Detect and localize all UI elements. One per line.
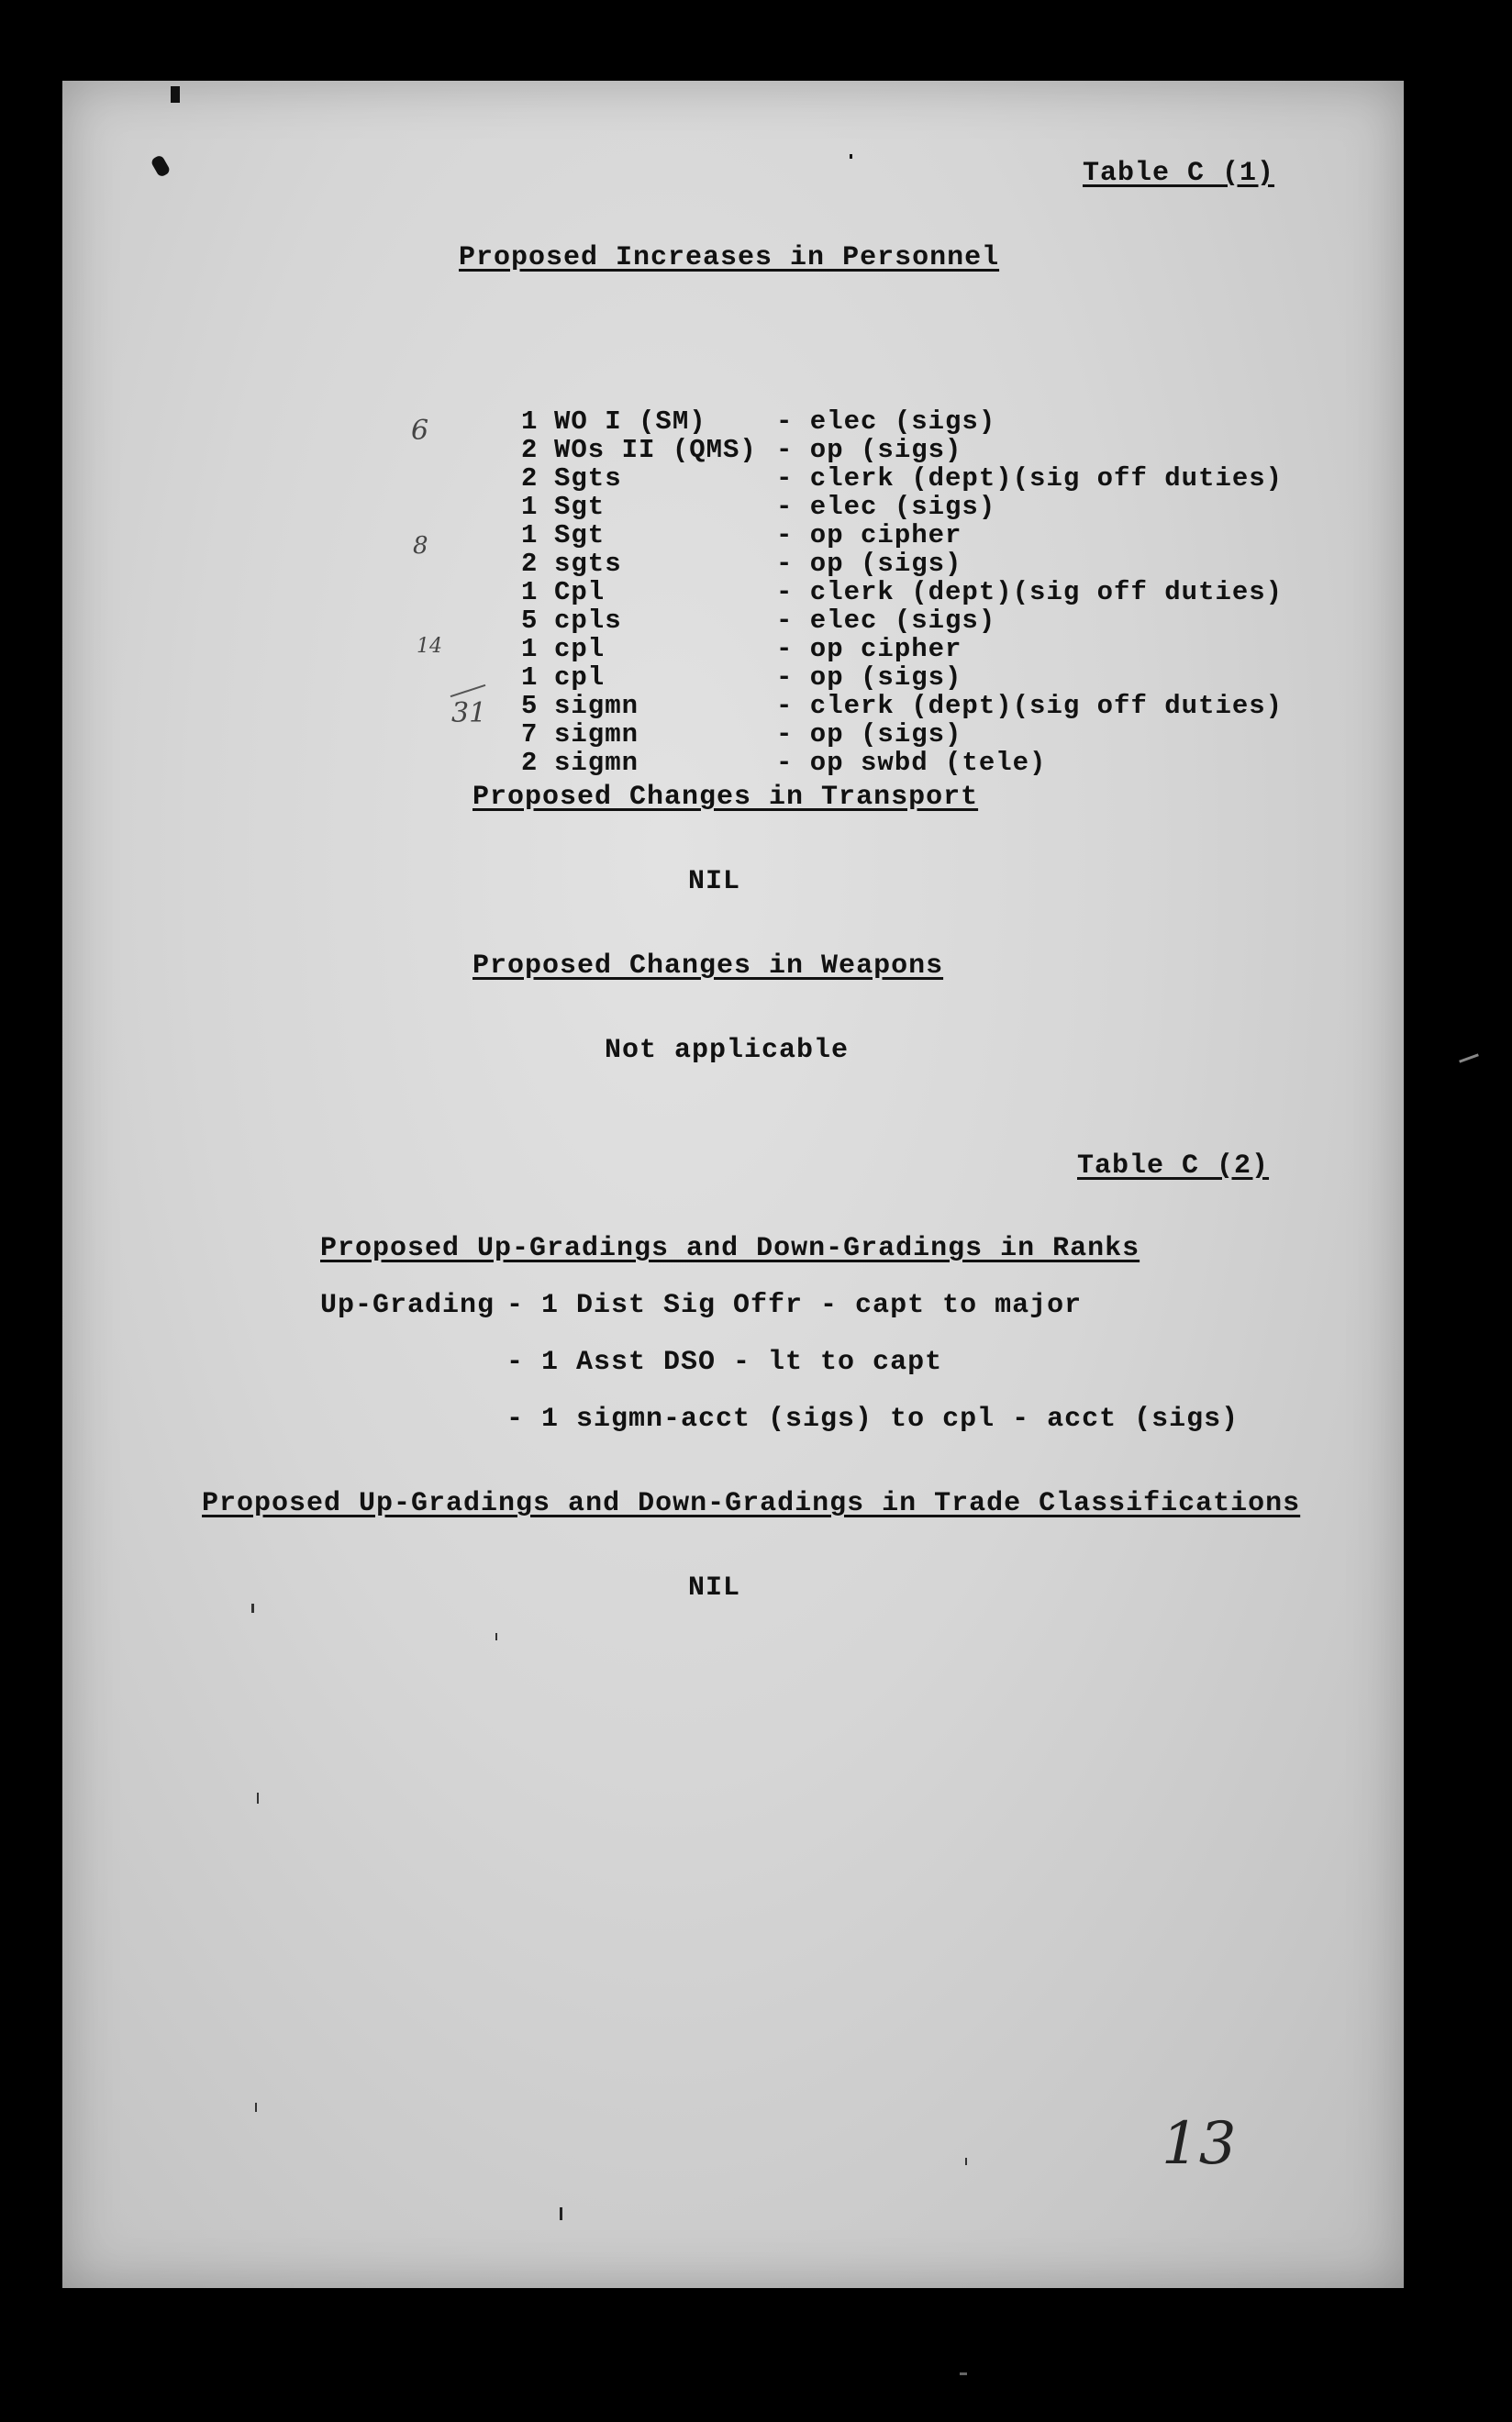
personnel-row xyxy=(521,749,1283,777)
personnel-rank: WOs II (QMS) xyxy=(554,435,757,465)
personnel-row xyxy=(521,720,1283,749)
handwritten-note: 6 xyxy=(411,415,429,447)
personnel-list xyxy=(521,407,1283,777)
handwritten-note: 14 xyxy=(417,635,442,658)
ranks-heading: Proposed Up-Gradings and Down-Gradings in Ranks xyxy=(320,1233,1140,1264)
upgrading-item: - 1 sigmn-acct (sigs) to cpl - acct (sigs) xyxy=(506,1404,1240,1435)
scan-speck xyxy=(1459,1053,1479,1062)
personnel-trade: - op cipher xyxy=(776,634,962,664)
scan-speck xyxy=(560,2207,562,2220)
scan-speck xyxy=(495,1633,497,1640)
personnel-qty: 1 xyxy=(521,634,539,664)
personnel-row xyxy=(521,578,1283,606)
personnel-row xyxy=(521,464,1283,493)
scan-speck xyxy=(257,1793,259,1804)
personnel-rank: Sgt xyxy=(554,492,606,522)
scan-speck xyxy=(960,2372,967,2375)
personnel-rank: Cpl xyxy=(554,577,606,607)
personnel-qty: 7 xyxy=(521,719,539,750)
personnel-qty: 1 xyxy=(521,577,539,607)
personnel-rank: WO I (SM) xyxy=(554,406,706,437)
personnel-trade: - op swbd (tele) xyxy=(776,748,1047,778)
upgrading-item: - 1 Asst DSO - lt to capt xyxy=(506,1347,943,1378)
personnel-rank: sigmn xyxy=(554,719,639,750)
trade-heading: Proposed Up-Gradings and Down-Gradings in Trade Classifications xyxy=(202,1488,1301,1519)
increases-heading: Proposed Increases in Personnel xyxy=(459,242,1000,273)
personnel-trade: - op (sigs) xyxy=(776,549,962,579)
scan-speck xyxy=(171,86,180,103)
weapons-value: Not applicable xyxy=(605,1035,850,1066)
personnel-qty: 1 xyxy=(521,492,539,522)
personnel-rank: sgts xyxy=(554,549,622,579)
document-page xyxy=(62,81,1404,2288)
personnel-qty: 5 xyxy=(521,691,539,721)
scan-speck xyxy=(255,2103,257,2112)
personnel-row xyxy=(521,606,1283,635)
transport-value: NIL xyxy=(688,866,741,897)
personnel-qty: 2 xyxy=(521,435,539,465)
personnel-trade: - op (sigs) xyxy=(776,435,962,465)
personnel-rank: sigmn xyxy=(554,691,639,721)
personnel-qty: 2 xyxy=(521,748,539,778)
personnel-row xyxy=(521,493,1283,521)
personnel-row xyxy=(521,550,1283,578)
personnel-qty: 2 xyxy=(521,549,539,579)
handwritten-tally-line xyxy=(450,684,486,697)
personnel-row xyxy=(521,407,1283,436)
personnel-rank: Sgt xyxy=(554,520,606,550)
personnel-qty: 1 xyxy=(521,520,539,550)
personnel-trade: - op cipher xyxy=(776,520,962,550)
personnel-trade: - clerk (dept)(sig off duties) xyxy=(776,577,1284,607)
personnel-rank: Sgts xyxy=(554,463,622,494)
weapons-heading: Proposed Changes in Weapons xyxy=(472,950,944,982)
personnel-trade: - op (sigs) xyxy=(776,719,962,750)
personnel-qty: 1 xyxy=(521,406,539,437)
personnel-row xyxy=(521,663,1283,692)
scan-speck xyxy=(965,2158,967,2165)
personnel-qty: 5 xyxy=(521,606,539,636)
personnel-rank: sigmn xyxy=(554,748,639,778)
handwritten-note: 8 xyxy=(413,532,428,560)
scan-speck xyxy=(251,1604,254,1613)
personnel-trade: - elec (sigs) xyxy=(776,606,996,636)
personnel-trade: - clerk (dept)(sig off duties) xyxy=(776,691,1284,721)
personnel-row xyxy=(521,521,1283,550)
scan-speck xyxy=(850,154,852,159)
personnel-row xyxy=(521,692,1283,720)
trade-value: NIL xyxy=(688,1572,741,1604)
personnel-trade: - elec (sigs) xyxy=(776,406,996,437)
page-number: 13 xyxy=(1162,2110,1237,2178)
personnel-trade: - elec (sigs) xyxy=(776,492,996,522)
table-c2-label: Table C (2) xyxy=(1077,1150,1270,1182)
handwritten-note: 31 xyxy=(451,697,487,729)
upgrading-item: - 1 Dist Sig Offr - capt to major xyxy=(506,1290,1083,1321)
personnel-trade: - clerk (dept)(sig off duties) xyxy=(776,463,1284,494)
table-c1-label: Table C (1) xyxy=(1083,158,1275,189)
personnel-rank: cpl xyxy=(554,662,606,693)
personnel-trade: - op (sigs) xyxy=(776,662,962,693)
personnel-row xyxy=(521,635,1283,663)
transport-heading: Proposed Changes in Transport xyxy=(472,782,979,813)
personnel-qty: 2 xyxy=(521,463,539,494)
personnel-rank: cpl xyxy=(554,634,606,664)
personnel-row xyxy=(521,436,1283,464)
personnel-qty: 1 xyxy=(521,662,539,693)
personnel-rank: cpls xyxy=(554,606,622,636)
upgrading-label: Up-Grading xyxy=(320,1290,495,1321)
scan-speck xyxy=(150,154,171,178)
